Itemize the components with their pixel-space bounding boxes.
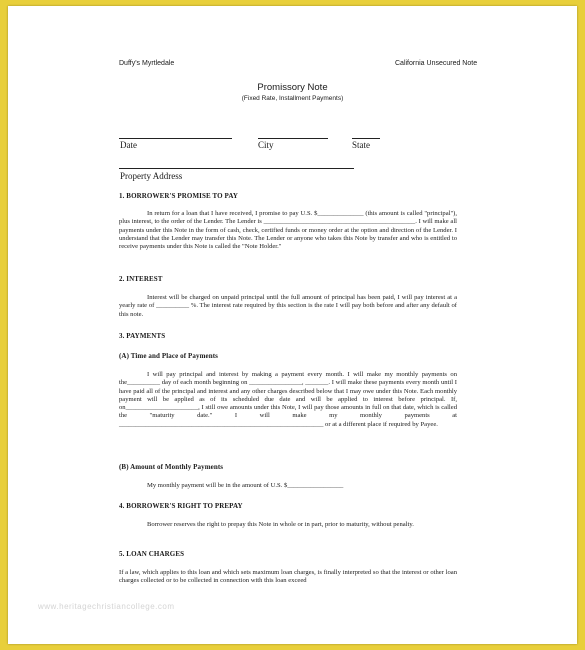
- section-3a-text: I will pay principal and interest by making a payment every month. I will make my monthly payments on the__________ day of each month beginning on ________________, _______. I will make these payments every month until I have paid all of the principal and interest and any other charges described below that I may owe under this Note. Each monthly payment will be applied as of its scheduled due date and will be applied to interest before principal. If, on______________________, I still owe amounts under this Note, I will pay those amounts in full on that date, which is called the "maturity date." I will make my monthly payments at ______________________________________________________________ or at a different place if required by Payee.: [119, 371, 457, 428]
- city-line: [258, 138, 328, 139]
- section-4-text: Borrower reserves the right to prepay this Note in whole or in part, prior to maturity, without penalty.: [147, 521, 414, 528]
- document-subtitle: (Fixed Rate, Installment Payments): [241, 95, 344, 102]
- section-5-text: If a law, which applies to this loan and which sets maximum loan charges, is finally interpreted so that the interest or other loan charges collected or to be collected in connection with this loan exceed: [119, 569, 457, 585]
- section-3-heading: 3. PAYMENTS: [119, 332, 166, 340]
- section-5-heading: 5. LOAN CHARGES: [119, 550, 185, 558]
- section-1-text: In return for a loan that I have received, I promise to pay U.S. $______________ (this amount is called "principal"), plus interest, to the order of the Lender. The Lender is ______________________________________________. I will make all payments under this Note in the form of cash, check, certified funds or money order at the option and direction of the Lender. I understand that the Lender may transfer this Note. The Lender or anyone who takes this Note by transfer and who is entitled to receive payments under this Note is called the "Note Holder.": [119, 210, 457, 251]
- document-title: Promissory Note: [257, 82, 328, 93]
- address-line: [119, 168, 354, 169]
- watermark: www.heritagechristiancollege.com: [38, 602, 175, 611]
- date-line-1: [119, 138, 197, 139]
- city-label: City: [258, 140, 274, 150]
- address-label: Property Address: [120, 171, 183, 181]
- date-line-2: [197, 138, 232, 139]
- state-label: State: [352, 140, 370, 150]
- section-3a-heading: (A) Time and Place of Payments: [119, 352, 218, 360]
- header-left: Duffy's Myrtledale: [119, 60, 175, 67]
- state-line: [352, 138, 380, 139]
- section-3b-text: My monthly payment will be in the amount of U.S. $_________________: [147, 482, 344, 489]
- section-4-heading: 4. BORROWER'S RIGHT TO PREPAY: [119, 502, 243, 510]
- section-2-text: Interest will be charged on unpaid principal until the full amount of principal has been paid, I will pay interest at a yearly rate of __________ %. The interest rate required by this section is the rate I will pay both before and after any default of this note.: [119, 294, 457, 318]
- section-1-heading: 1. BORROWER'S PROMISE TO PAY: [119, 192, 239, 200]
- document-page: [8, 6, 577, 644]
- header-right: California Unsecured Note: [395, 60, 478, 67]
- section-2-heading: 2. INTEREST: [119, 275, 163, 283]
- date-label: Date: [120, 140, 137, 150]
- section-3b-heading: (B) Amount of Monthly Payments: [119, 463, 224, 471]
